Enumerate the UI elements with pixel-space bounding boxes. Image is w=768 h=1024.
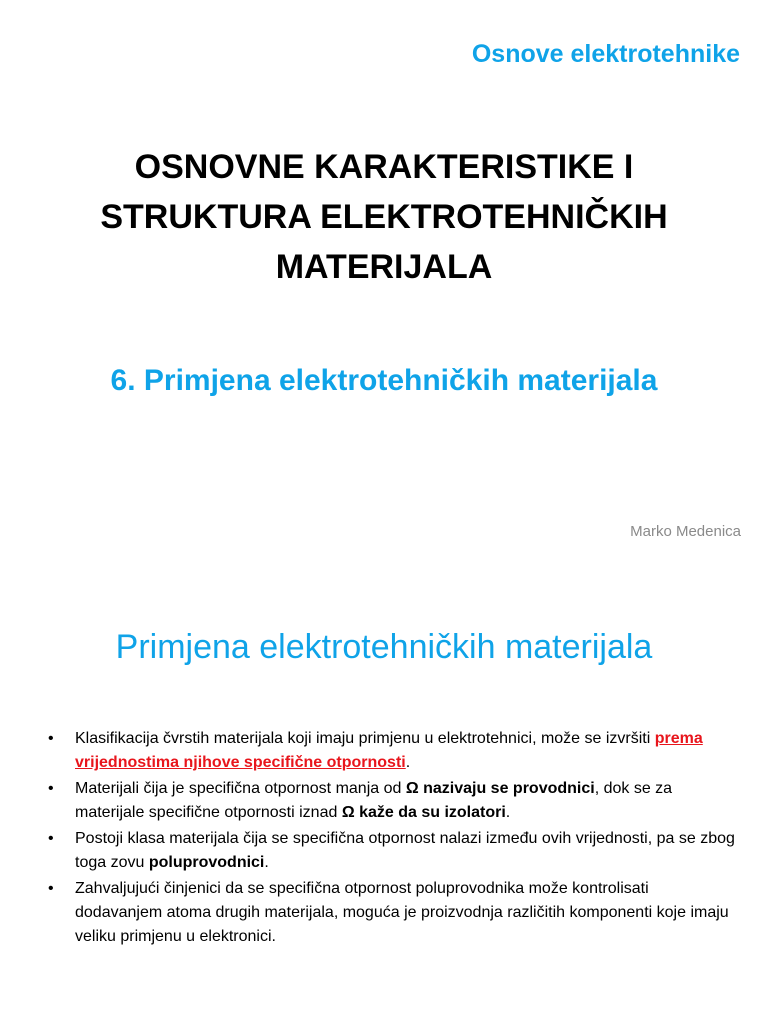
bullet-text: . — [505, 804, 511, 821]
main-title-line: MATERIJALA — [275, 248, 493, 286]
bold-text: poluprovodnici — [148, 854, 265, 871]
bullet-text: . — [405, 754, 411, 771]
main-title-line: STRUKTURA ELEKTROTEHNIČKIH — [100, 198, 668, 236]
bullet-icon: • — [48, 830, 54, 847]
bullet-list — [48, 727, 738, 951]
lecture-subtitle: 6. Primjena elektrotehničkih materijala — [110, 364, 658, 397]
bullet-text: Materijali čija je specifična otpornost manja od — [75, 780, 406, 797]
main-title — [0, 142, 768, 292]
main-title-line: OSNOVNE KARAKTERISTIKE I — [134, 148, 634, 186]
bullet-text: Klasifikacija čvrstih materijala koji imaju primjenu u elektrotehnici, može se izvršiti — [75, 730, 655, 747]
bullet-text: . — [264, 854, 269, 871]
bullet-text: Postoji klasa materijala čija se specifična otpornost nalazi između ovih vrijednosti, pa se zbog toga zovu — [75, 830, 735, 871]
bullet-text: Zahvaljujući činjenici da se specifična otpornost poluprovodnika može kontrolisati dodavanjem atoma drugih materijala, moguća je proizvodnja različitih komponenti koje imaju veliku primjenu u elektronici. — [75, 880, 729, 945]
author-name: Marko Medenica — [630, 523, 741, 540]
course-name: Osnove elektrotehnike — [471, 40, 740, 68]
bullet-item — [48, 777, 738, 825]
slide-title: Primjena elektrotehničkih materijala — [115, 628, 653, 666]
bullet-icon: • — [48, 780, 54, 797]
bullet-text: , dok se za materijale specifične otpornosti iznad — [75, 780, 673, 821]
bullet-icon: • — [48, 730, 54, 747]
highlighted-text: prema vrijednostima njihove specifične otpornosti — [75, 730, 703, 771]
bullet-item — [48, 877, 738, 949]
bullet-icon: • — [48, 880, 54, 897]
bold-text: Ω kaže da su izolatori — [341, 804, 506, 821]
bullet-item — [48, 827, 738, 875]
bullet-item — [48, 727, 738, 775]
bold-text: Ω nazivaju se provodnici — [405, 780, 595, 797]
content-slide — [0, 582, 768, 1024]
